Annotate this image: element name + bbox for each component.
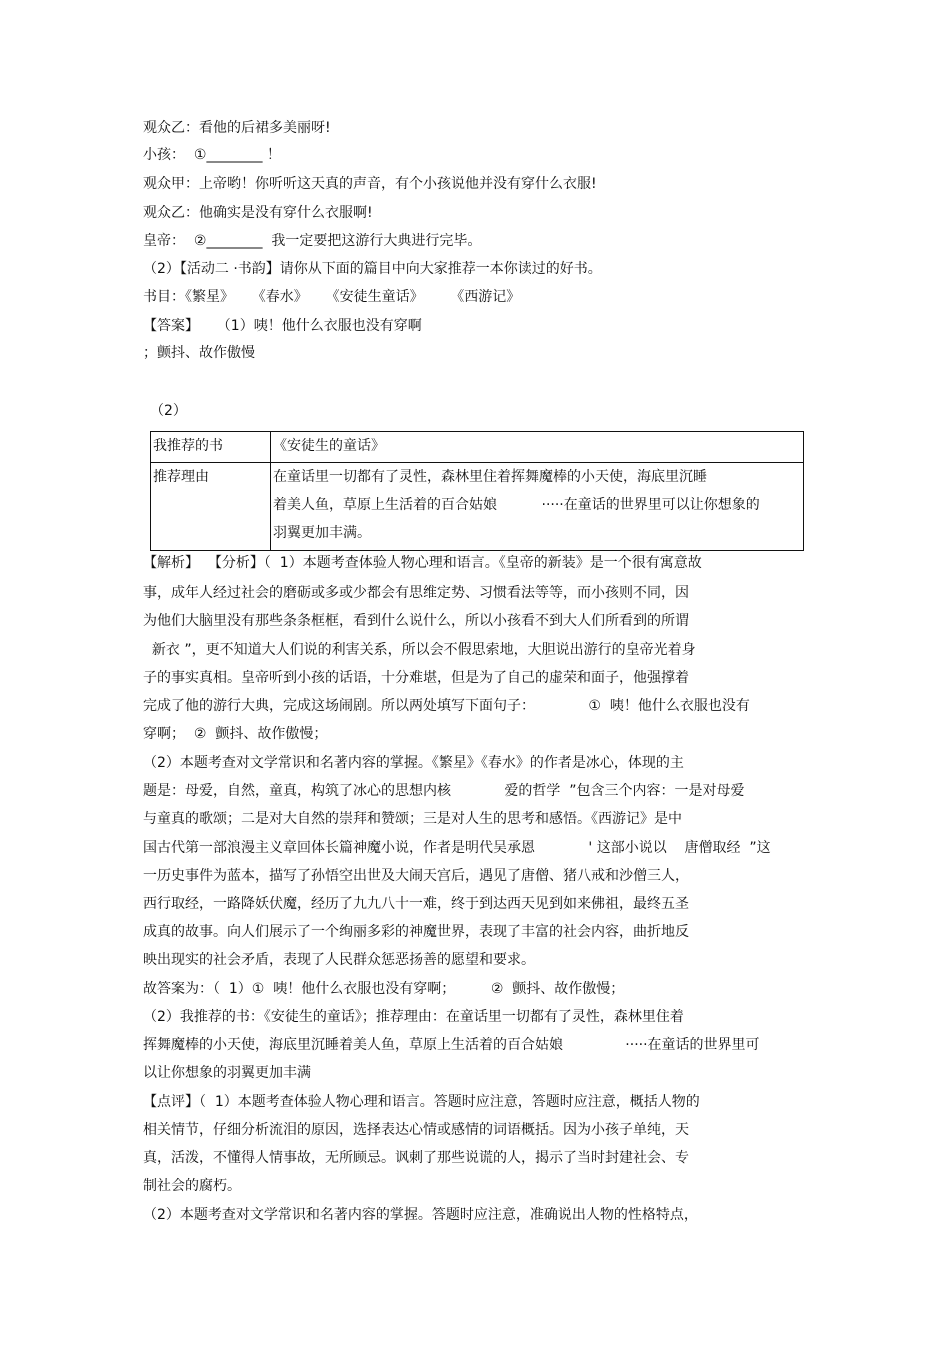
analysis-line: 故答案为：（ 1）① 咦！他什么衣服也没有穿啊； ② 颤抖、故作傲慢；	[143, 981, 625, 997]
table-value-reason: 羽翼更加丰满。	[273, 525, 371, 541]
analysis-line: 完成了他的游行大典，完成这场闹剧。所以两处填写下面句子： ① 咦！他什么衣服也没有	[143, 698, 750, 714]
answer-line: ；颤抖、故作傲慢	[143, 345, 255, 361]
analysis-line: 成真的故事。向人们展示了一个绚丽多彩的神魔世界，表现了丰富的社会内容，曲折地反	[143, 924, 689, 940]
table-label-book: 我推荐的书	[153, 438, 223, 454]
dialogue-line: 观众甲：上帝哟！你听听这天真的声音，有个小孩说他并没有穿什么衣服!	[143, 176, 597, 192]
table-value-reason: 着美人鱼，草原上生活着的百合姑娘 ·····在童话的世界里可以让你想象的	[273, 497, 760, 513]
analysis-line: 事，成年人经过社会的磨砺或多或少都会有思维定势、习惯看法等等，而小孩则不同，因	[143, 585, 689, 601]
analysis-line: 【解析】 【分析】（ 1）本题考查体验人物心理和语言。《皇帝的新装》是一个很有寓意故	[143, 555, 702, 571]
dialogue-line: 观众乙：看他的后裙多美丽呀!	[143, 120, 331, 136]
analysis-line: 挥舞魔棒的小天使，海底里沉睡着美人鱼，草原上生活着的百合姑娘 ·····在童话的世界里可	[143, 1037, 760, 1053]
comment-line: 【点评】（ 1）本题考查体验人物心理和语言。答题时应注意，答题时应注意，概括人物的	[143, 1094, 700, 1110]
dialogue-line: 皇帝： ②________ 我一定要把这游行大典进行完毕。	[143, 233, 482, 249]
comment-line: （2）本题考查对文学常识和名著内容的掌握。答题时应注意，准确说出人物的性格特点，	[143, 1207, 698, 1223]
comment-line: 真，活泼，不懂得人情事故，无所顾忌。讽刺了那些说谎的人，揭示了当时封建社会、专	[143, 1150, 689, 1166]
book-list: 书目：《繁星》 《春水》 《安徒生童话》 《西游记》	[143, 289, 521, 305]
question-text: （2）【活动二 ·书韵】请你从下面的篇目中向大家推荐一本你读过的好书。	[143, 261, 602, 277]
analysis-line: 西行取经，一路降妖伏魔，经历了九九八十一难，终于到达西天见到如来佛祖，最终五圣	[143, 896, 689, 912]
comment-line: 制社会的腐朽。	[143, 1178, 241, 1194]
analysis-line: 以让你想象的羽翼更加丰满	[143, 1065, 311, 1081]
table-label-reason: 推荐理由	[153, 469, 209, 485]
answer-line: 【答案】 （1）咦！他什么衣服也没有穿啊	[143, 318, 422, 334]
dialogue-line: 观众乙：他确实是没有穿什么衣服啊!	[143, 205, 373, 221]
analysis-line: 映出现实的社会矛盾，表现了人民群众惩恶扬善的愿望和要求。	[143, 952, 535, 968]
analysis-line: 与童真的歌颂；二是对大自然的崇拜和赞颂；三是对人生的思考和感悟。《西游记》是中	[143, 811, 682, 827]
analysis-line: 子的事实真相。皇帝听到小孩的话语，十分难堪，但是为了自己的虚荣和面子，他强撑着	[143, 670, 689, 686]
recommendation-table	[150, 431, 804, 551]
analysis-line: 为他们大脑里没有那些条条框框，看到什么说什么，所以小孩看不到大人们所看到的所谓	[143, 613, 689, 629]
analysis-line: 题是：母爱，自然，童真，构筑了冰心的思想内核 爱的哲学 ”包含三个内容：一是对母爱	[143, 783, 745, 799]
analysis-line: （2）我推荐的书：《安徒生的童话》；推荐理由：在童话里一切都有了灵性，森林里住着	[143, 1009, 684, 1025]
analysis-line: 一历史事件为蓝本，描写了孙悟空出世及大闹天宫后，遇见了唐僧、猪八戒和沙僧三人，	[143, 868, 689, 884]
analysis-line: 国古代第一部浪漫主义章回体长篇神魔小说，作者是明代吴承恩 ' 这部小说以 唐僧取经 ”这	[143, 840, 771, 856]
analysis-line: 新衣 ”，更不知道大人们说的利害关系，所以会不假思索地，大胆说出游行的皇帝光着身	[143, 642, 696, 658]
analysis-line: 穿啊； ② 颤抖、故作傲慢；	[143, 726, 328, 742]
answer-part-label: （2）	[150, 403, 187, 419]
table-value-reason: 在童话里一切都有了灵性，森林里住着挥舞魔棒的小天使，海底里沉睡	[273, 469, 707, 485]
comment-line: 相关情节，仔细分析流泪的原因，选择表达心情或感情的词语概括。因为小孩子单纯，天	[143, 1122, 689, 1138]
table-value-book: 《安徒生的童话》	[273, 438, 385, 454]
dialogue-line: 小孩： ①________ ！	[143, 147, 281, 163]
analysis-line: （2）本题考查对文学常识和名著内容的掌握。《繁星》《春水》的作者是冰心，体现的主	[143, 755, 684, 771]
